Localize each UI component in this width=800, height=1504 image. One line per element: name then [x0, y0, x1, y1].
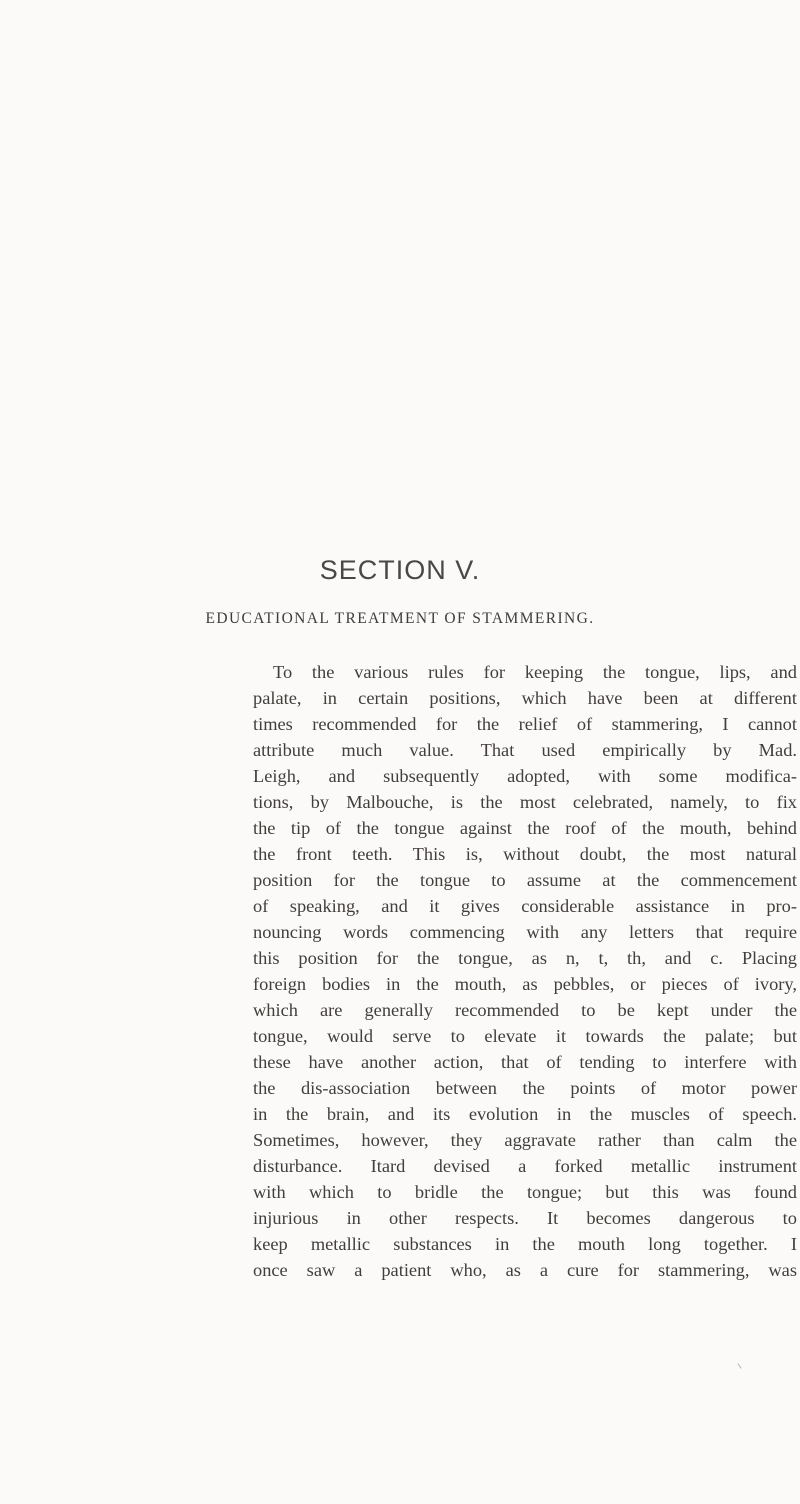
text-line: the tip of the tongue against the roof of the mouth, behind: [253, 818, 797, 838]
scan-mark: [737, 1363, 741, 1368]
text-line: position for the tongue to assume at the commencement: [253, 870, 797, 890]
text-line: tions, by Malbouche, is the most celebrated, namely, to fix: [253, 792, 797, 812]
text-line: foreign bodies in the mouth, as pebbles, or pieces of ivory,: [253, 974, 797, 994]
text-line: injurious in other respects. It becomes dangerous to: [253, 1208, 797, 1228]
text-line: Sometimes, however, they aggravate rather than calm the: [253, 1130, 797, 1150]
body-text: [253, 659, 797, 1283]
text-line: in the brain, and its evolution in the muscles of speech.: [253, 1104, 797, 1124]
text-line: palate, in certain positions, which have been at different: [253, 688, 797, 708]
text-line: of speaking, and it gives considerable assistance in pro-: [253, 896, 797, 916]
text-line: attribute much value. That used empirically by Mad.: [253, 740, 797, 760]
text-line: tongue, would serve to elevate it towards the palate; but: [253, 1026, 797, 1046]
text-line: To the various rules for keeping the tongue, lips, and: [273, 662, 797, 682]
text-line: which are generally recommended to be kept under the: [253, 1000, 797, 1020]
section-heading: SECTION V.: [319, 555, 481, 585]
text-line: times recommended for the relief of stammering, I cannot: [253, 714, 797, 734]
text-line: with which to bridle the tongue; but this was found: [253, 1182, 797, 1202]
chapter-title: EDUCATIONAL TREATMENT OF STAMMERING.: [205, 610, 595, 627]
text-line: keep metallic substances in the mouth long together. I: [253, 1234, 797, 1254]
text-line: this position for the tongue, as n, t, th, and c. Placing: [253, 948, 797, 968]
text-line: the front teeth. This is, without doubt, the most natural: [253, 844, 797, 864]
text-line: Leigh, and subsequently adopted, with some modifica-: [253, 766, 797, 786]
text-line: the dis-association between the points of motor power: [253, 1078, 797, 1098]
text-line: disturbance. Itard devised a forked metallic instrument: [253, 1156, 797, 1176]
text-line: once saw a patient who, as a cure for stammering, was: [253, 1260, 797, 1280]
text-line: nouncing words commencing with any letters that require: [253, 922, 797, 942]
text-line: these have another action, that of tending to interfere with: [253, 1052, 797, 1072]
